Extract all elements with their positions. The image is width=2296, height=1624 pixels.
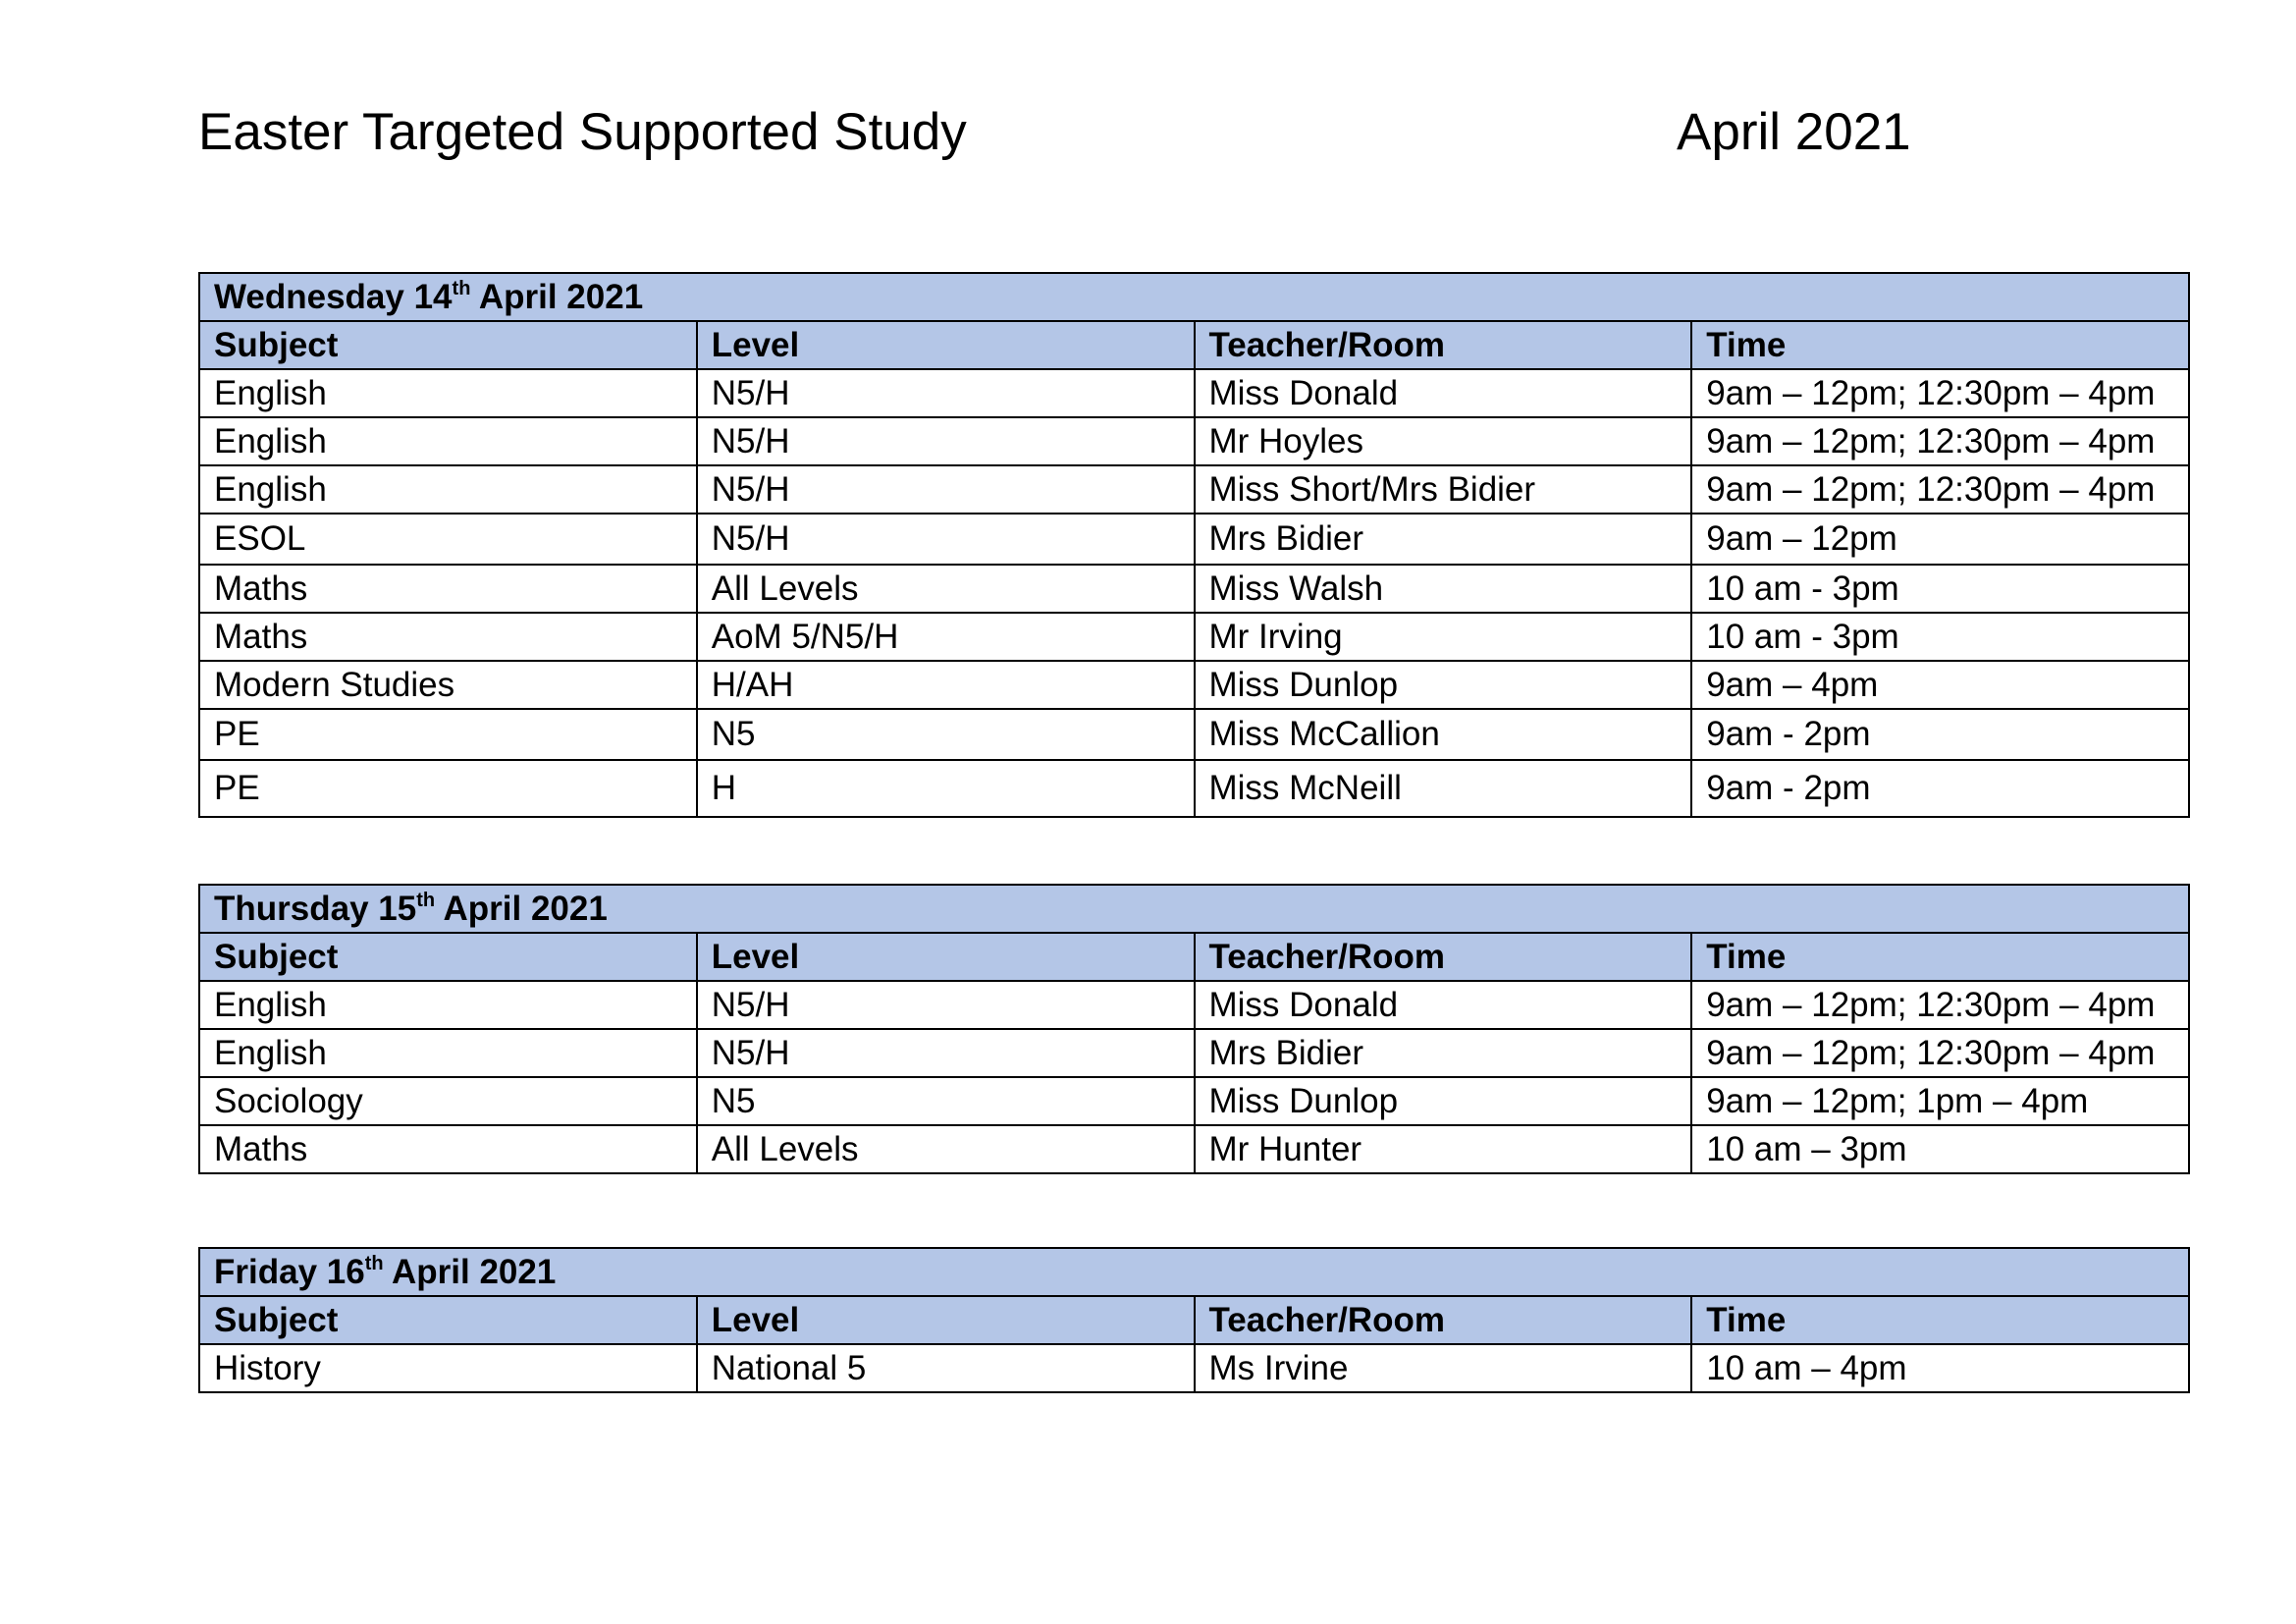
day-heading: [199, 273, 2189, 321]
day-heading-ordinal: th: [364, 1252, 384, 1274]
day-heading: [199, 1248, 2189, 1296]
cell-subject: Sociology: [199, 1077, 697, 1125]
table-row: [199, 760, 2189, 817]
column-header-teacher: Teacher/Room: [1195, 1296, 1692, 1344]
day-heading-date: Friday 16: [214, 1252, 365, 1291]
cell-time: 9am – 4pm: [1691, 661, 2189, 709]
column-header-row: [199, 933, 2189, 981]
cell-teacher: Miss Walsh: [1195, 565, 1692, 613]
cell-time: 9am – 12pm; 12:30pm – 4pm: [1691, 1029, 2189, 1077]
column-header-time: Time: [1691, 933, 2189, 981]
cell-time: 9am – 12pm; 12:30pm – 4pm: [1691, 465, 2189, 514]
cell-time: 10 am – 4pm: [1691, 1344, 2189, 1392]
column-header-level: Level: [697, 1296, 1195, 1344]
cell-level: N5/H: [697, 514, 1195, 565]
column-header-level: Level: [697, 321, 1195, 369]
day-heading-date: Wednesday 14: [214, 277, 453, 316]
day-heading-month: April 2021: [383, 1252, 557, 1291]
cell-subject: English: [199, 369, 697, 417]
table-row: [199, 514, 2189, 565]
cell-time: 9am – 12pm; 12:30pm – 4pm: [1691, 981, 2189, 1029]
column-header-level: Level: [697, 933, 1195, 981]
cell-teacher: Miss Dunlop: [1195, 1077, 1692, 1125]
cell-subject: English: [199, 981, 697, 1029]
cell-time: 9am – 12pm; 12:30pm – 4pm: [1691, 417, 2189, 465]
cell-teacher: Miss Short/Mrs Bidier: [1195, 465, 1692, 514]
day-heading-row: [199, 273, 2189, 321]
cell-teacher: Mrs Bidier: [1195, 514, 1692, 565]
table-row: [199, 709, 2189, 760]
cell-time: 10 am - 3pm: [1691, 565, 2189, 613]
table-row: [199, 1077, 2189, 1125]
cell-teacher: Miss Donald: [1195, 369, 1692, 417]
column-header-time: Time: [1691, 1296, 2189, 1344]
cell-time: 9am – 12pm; 1pm – 4pm: [1691, 1077, 2189, 1125]
cell-subject: English: [199, 1029, 697, 1077]
cell-level: N5/H: [697, 417, 1195, 465]
table-row: [199, 1029, 2189, 1077]
table-row: [199, 613, 2189, 661]
day-heading-ordinal: th: [452, 277, 471, 299]
day-heading: [199, 885, 2189, 933]
cell-level: H/AH: [697, 661, 1195, 709]
cell-time: 9am - 2pm: [1691, 709, 2189, 760]
cell-level: N5/H: [697, 1029, 1195, 1077]
cell-level: N5: [697, 709, 1195, 760]
cell-time: 10 am - 3pm: [1691, 613, 2189, 661]
cell-teacher: Ms Irvine: [1195, 1344, 1692, 1392]
column-header-subject: Subject: [199, 321, 697, 369]
cell-teacher: Miss McCallion: [1195, 709, 1692, 760]
table-row: [199, 1344, 2189, 1392]
column-header-row: [199, 321, 2189, 369]
day-heading-month: April 2021: [470, 277, 644, 316]
cell-level: AoM 5/N5/H: [697, 613, 1195, 661]
cell-time: 9am – 12pm: [1691, 514, 2189, 565]
cell-teacher: Mr Hunter: [1195, 1125, 1692, 1173]
cell-subject: English: [199, 417, 697, 465]
cell-level: N5/H: [697, 369, 1195, 417]
document-title: Easter Targeted Supported Study: [198, 103, 967, 161]
cell-level: H: [697, 760, 1195, 817]
cell-subject: Modern Studies: [199, 661, 697, 709]
cell-subject: English: [199, 465, 697, 514]
cell-teacher: Mr Irving: [1195, 613, 1692, 661]
cell-time: 10 am – 3pm: [1691, 1125, 2189, 1173]
column-header-subject: Subject: [199, 933, 697, 981]
cell-level: N5/H: [697, 465, 1195, 514]
cell-teacher: Miss Donald: [1195, 981, 1692, 1029]
table-row: [199, 981, 2189, 1029]
cell-level: National 5: [697, 1344, 1195, 1392]
cell-teacher: Miss Dunlop: [1195, 661, 1692, 709]
table-row: [199, 1125, 2189, 1173]
cell-subject: Maths: [199, 1125, 697, 1173]
cell-subject: ESOL: [199, 514, 697, 565]
cell-subject: PE: [199, 760, 697, 817]
day-heading-ordinal: th: [416, 889, 436, 911]
cell-subject: Maths: [199, 613, 697, 661]
table-row: [199, 369, 2189, 417]
cell-teacher: Miss McNeill: [1195, 760, 1692, 817]
cell-subject: Maths: [199, 565, 697, 613]
cell-teacher: Mrs Bidier: [1195, 1029, 1692, 1077]
table-row: [199, 417, 2189, 465]
document-date: April 2021: [1677, 103, 1911, 161]
cell-time: 9am - 2pm: [1691, 760, 2189, 817]
cell-level: N5/H: [697, 981, 1195, 1029]
day-heading-row: [199, 885, 2189, 933]
column-header-teacher: Teacher/Room: [1195, 933, 1692, 981]
table-row: [199, 661, 2189, 709]
day-heading-month: April 2021: [435, 889, 608, 928]
cell-level: N5: [697, 1077, 1195, 1125]
cell-teacher: Mr Hoyles: [1195, 417, 1692, 465]
cell-time: 9am – 12pm; 12:30pm – 4pm: [1691, 369, 2189, 417]
day-heading-row: [199, 1248, 2189, 1296]
column-header-time: Time: [1691, 321, 2189, 369]
cell-subject: History: [199, 1344, 697, 1392]
cell-subject: PE: [199, 709, 697, 760]
cell-level: All Levels: [697, 565, 1195, 613]
column-header-subject: Subject: [199, 1296, 697, 1344]
column-header-teacher: Teacher/Room: [1195, 321, 1692, 369]
wednesday-schedule-table: [198, 272, 2190, 818]
thursday-schedule-table: [198, 884, 2190, 1174]
table-row: [199, 565, 2189, 613]
column-header-row: [199, 1296, 2189, 1344]
cell-level: All Levels: [697, 1125, 1195, 1173]
friday-schedule-table: [198, 1247, 2190, 1393]
day-heading-date: Thursday 15: [214, 889, 417, 928]
table-row: [199, 465, 2189, 514]
